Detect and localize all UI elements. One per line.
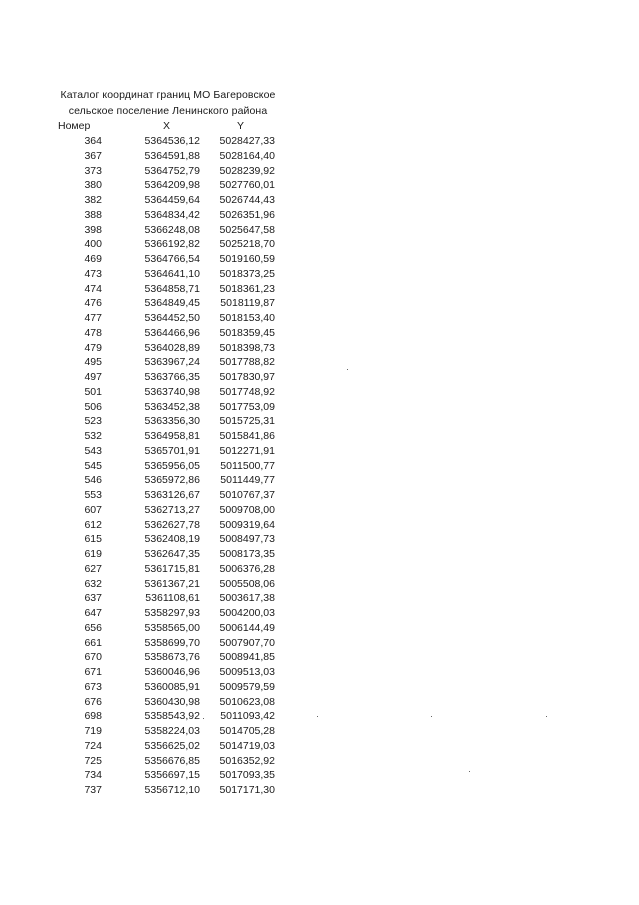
table-row — [0, 296, 300, 311]
coord-y: 5008497,73 — [219, 533, 275, 546]
table-row — [0, 709, 300, 724]
table-row — [0, 341, 300, 356]
point-number: 532 — [84, 430, 102, 442]
table-row — [0, 591, 300, 606]
coord-y: 5010767,37 — [219, 489, 275, 501]
column-header-x: X — [163, 120, 171, 132]
coord-y: 5005508,06 — [219, 577, 275, 590]
coord-x: 5363740,98 — [144, 385, 200, 398]
coord-y: 5008173,35 — [219, 548, 275, 560]
table-row — [0, 754, 300, 769]
point-number: 607 — [84, 503, 102, 516]
coord-y: 5018153,40 — [219, 312, 275, 324]
coord-x: 5364591,88 — [144, 149, 200, 162]
coord-y: 5017171,30 — [219, 784, 275, 796]
table-row — [0, 606, 300, 621]
coord-y: 5009708,00 — [219, 503, 275, 516]
coord-x: 5366248,08 — [144, 223, 200, 236]
coord-x: 5364466,96 — [144, 326, 200, 339]
point-number: 523 — [84, 415, 102, 428]
document-title — [56, 87, 280, 119]
scan-speck — [469, 771, 470, 772]
table-row — [0, 149, 300, 164]
coord-x: 5363356,30 — [144, 415, 200, 428]
coord-y: 5026744,43 — [219, 194, 275, 206]
coord-x: 5366192,82 — [144, 238, 200, 251]
point-number: 676 — [84, 695, 102, 708]
table-row — [0, 562, 300, 577]
table-row — [0, 768, 300, 783]
table-row — [0, 193, 300, 208]
point-number: 545 — [84, 459, 102, 472]
coord-y: 5007907,70 — [219, 636, 275, 649]
coord-x: 5358673,76 — [144, 651, 200, 664]
scan-speck — [546, 716, 547, 717]
table-row — [0, 282, 300, 297]
table-row — [0, 665, 300, 680]
coord-x: 5363126,67 — [144, 489, 200, 501]
table-row — [0, 208, 300, 223]
coord-x: 5356697,15 — [144, 769, 200, 782]
coord-x: 5358543,92 — [144, 710, 200, 723]
table-row — [0, 178, 300, 193]
coord-y: 5014705,28 — [219, 725, 275, 737]
point-number: 698 — [84, 710, 102, 723]
table-row — [0, 370, 300, 385]
coord-y: 5012271,91 — [219, 444, 275, 457]
point-number: 473 — [84, 267, 102, 280]
coord-y: 5025647,58 — [219, 223, 275, 236]
point-number: 661 — [84, 636, 102, 649]
table-row — [0, 532, 300, 547]
coord-x: 5364641,10 — [144, 267, 200, 280]
coord-x: 5364459,64 — [144, 194, 200, 206]
coord-x: 5365956,05 — [144, 459, 200, 472]
title-line-2: сельское поселение Ленинского района — [68, 105, 268, 117]
coord-x: 5356676,85 — [144, 754, 200, 767]
table-row — [0, 237, 300, 252]
coord-x: 5363766,35 — [144, 371, 200, 383]
point-number: 627 — [84, 562, 102, 575]
table-row — [0, 459, 300, 474]
coord-x: 5362408,19 — [144, 533, 200, 546]
coord-y: 5003617,38 — [219, 592, 275, 605]
point-number: 382 — [84, 194, 102, 206]
scan-speck — [347, 369, 348, 370]
table-row — [0, 400, 300, 415]
table-row — [0, 429, 300, 444]
coord-y: 5028239,92 — [219, 164, 275, 177]
coord-y: 5025218,70 — [219, 238, 275, 251]
point-number: 373 — [84, 164, 102, 177]
point-number: 619 — [84, 548, 102, 560]
point-number: 632 — [84, 577, 102, 590]
point-number: 479 — [84, 341, 102, 354]
coord-y: 5011500,77 — [220, 459, 275, 472]
table-row — [0, 547, 300, 562]
coord-x: 5365701,91 — [144, 444, 200, 457]
coord-x: 5364536,12 — [144, 135, 200, 147]
coord-y: 5006144,49 — [219, 621, 275, 634]
point-number: 478 — [84, 326, 102, 339]
coord-x: 5364766,54 — [144, 253, 200, 265]
point-number: 673 — [84, 680, 102, 693]
table-row — [0, 739, 300, 754]
coord-x: 5362627,78 — [144, 518, 200, 531]
coord-y: 5011093,42 — [220, 710, 275, 723]
coord-y: 5009319,64 — [219, 518, 275, 531]
coord-x: 5362713,27 — [144, 503, 200, 516]
point-number: 553 — [84, 489, 102, 501]
coord-y: 5016352,92 — [219, 754, 275, 767]
coord-x: 5364028,89 — [144, 341, 200, 354]
table-row — [0, 164, 300, 179]
point-number: 725 — [84, 754, 102, 767]
coord-y: 5018361,23 — [219, 282, 275, 295]
table-row — [0, 621, 300, 636]
scan-speck — [431, 716, 432, 717]
table-row — [0, 223, 300, 238]
coord-y: 5018373,25 — [219, 267, 275, 280]
coord-y: 5019160,59 — [219, 253, 275, 265]
coord-y: 5028164,40 — [219, 149, 275, 162]
coord-y: 5027760,01 — [219, 179, 275, 192]
coord-x: 5361367,21 — [144, 577, 200, 590]
coord-x: 5360085,91 — [144, 680, 200, 693]
point-number: 380 — [84, 179, 102, 192]
point-number: 469 — [84, 253, 102, 265]
table-row — [0, 311, 300, 326]
coord-x: 5361108,61 — [145, 592, 200, 605]
coord-y: 5018119,87 — [220, 297, 275, 310]
coord-y: 5028427,33 — [219, 135, 275, 147]
table-row — [0, 134, 300, 149]
point-number: 656 — [84, 621, 102, 634]
coord-y: 5017753,09 — [219, 400, 275, 413]
point-number: 497 — [84, 371, 102, 383]
coord-x: 5362647,35 — [144, 548, 200, 560]
coord-x: 5364834,42 — [144, 208, 200, 221]
point-number: 612 — [84, 518, 102, 531]
table-row — [0, 267, 300, 282]
point-number: 670 — [84, 651, 102, 664]
coord-y: 5008941,85 — [219, 651, 275, 664]
coord-y: 5017093,35 — [219, 769, 275, 782]
table-row — [0, 355, 300, 370]
point-number: 637 — [84, 592, 102, 605]
coord-y: 5004200,03 — [219, 607, 275, 619]
coord-x: 5363452,38 — [144, 400, 200, 413]
point-number: 388 — [84, 208, 102, 221]
table-row — [0, 252, 300, 267]
table-row — [0, 695, 300, 710]
coord-y: 5015725,31 — [219, 415, 275, 428]
point-number: 737 — [84, 784, 102, 796]
coord-y: 5018359,45 — [219, 326, 275, 339]
table-row — [0, 636, 300, 651]
point-number: 367 — [84, 149, 102, 162]
column-header-y: Y — [237, 120, 245, 132]
coord-y: 5015841,86 — [219, 430, 275, 442]
coord-y: 5009579,59 — [219, 680, 275, 693]
table-row — [0, 326, 300, 341]
coord-x: 5364452,50 — [144, 312, 200, 324]
column-header-number: Номер — [58, 120, 91, 132]
point-number: 400 — [84, 238, 102, 251]
table-row — [0, 503, 300, 518]
coordinates-table — [0, 134, 300, 798]
coord-x: 5364209,98 — [144, 179, 200, 192]
coord-x: 5358565,00 — [144, 621, 200, 634]
title-line-1: Каталог координат границ МО Багеровское — [60, 89, 276, 101]
coord-x: 5358699,70 — [144, 636, 200, 649]
coord-y: 5009513,03 — [219, 666, 275, 678]
coord-y: 5017748,92 — [219, 385, 275, 398]
coord-y: 5017788,82 — [219, 356, 275, 369]
table-row — [0, 650, 300, 665]
coord-y: 5017830,97 — [219, 371, 275, 383]
point-number: 477 — [84, 312, 102, 324]
point-number: 501 — [84, 385, 102, 398]
coord-y: 5010623,08 — [219, 695, 275, 708]
point-number: 543 — [84, 444, 102, 457]
coord-y: 5006376,28 — [219, 562, 275, 575]
coord-x: 5364752,79 — [144, 164, 200, 177]
coord-x: 5358224,03 — [144, 725, 200, 737]
point-number: 719 — [84, 725, 102, 737]
coord-x: 5364958,81 — [144, 430, 200, 442]
coord-x: 5363967,24 — [144, 356, 200, 369]
point-number: 647 — [84, 607, 102, 619]
coord-x: 5361715,81 — [144, 562, 200, 575]
table-row — [0, 724, 300, 739]
table-row — [0, 473, 300, 488]
table-row — [0, 577, 300, 592]
coord-y: 5026351,96 — [219, 208, 275, 221]
coord-x: 5365972,86 — [144, 474, 200, 487]
coord-x: 5360430,98 — [144, 695, 200, 708]
scan-speck — [203, 718, 204, 719]
table-row — [0, 783, 300, 798]
point-number: 546 — [84, 474, 102, 487]
scan-speck — [317, 716, 318, 717]
point-number: 671 — [84, 666, 102, 678]
point-number: 734 — [84, 769, 102, 782]
coord-x: 5356712,10 — [144, 784, 200, 796]
point-number: 474 — [84, 282, 102, 295]
coord-x: 5356625,02 — [144, 739, 200, 752]
point-number: 615 — [84, 533, 102, 546]
coord-x: 5360046,96 — [144, 666, 200, 678]
point-number: 724 — [84, 739, 102, 752]
coord-x: 5364858,71 — [144, 282, 200, 295]
table-row — [0, 385, 300, 400]
coord-x: 5364849,45 — [144, 297, 200, 310]
coord-x: 5358297,93 — [144, 607, 200, 619]
table-row — [0, 414, 300, 429]
point-number: 506 — [84, 400, 102, 413]
table-row — [0, 680, 300, 695]
point-number: 398 — [84, 223, 102, 236]
point-number: 364 — [84, 135, 102, 147]
coord-y: 5018398,73 — [219, 341, 275, 354]
point-number: 495 — [84, 356, 102, 369]
coord-y: 5014719,03 — [219, 739, 275, 752]
table-row — [0, 518, 300, 533]
table-row — [0, 444, 300, 459]
coord-y: 5011449,77 — [220, 474, 275, 487]
point-number: 476 — [84, 297, 102, 310]
table-row — [0, 488, 300, 503]
